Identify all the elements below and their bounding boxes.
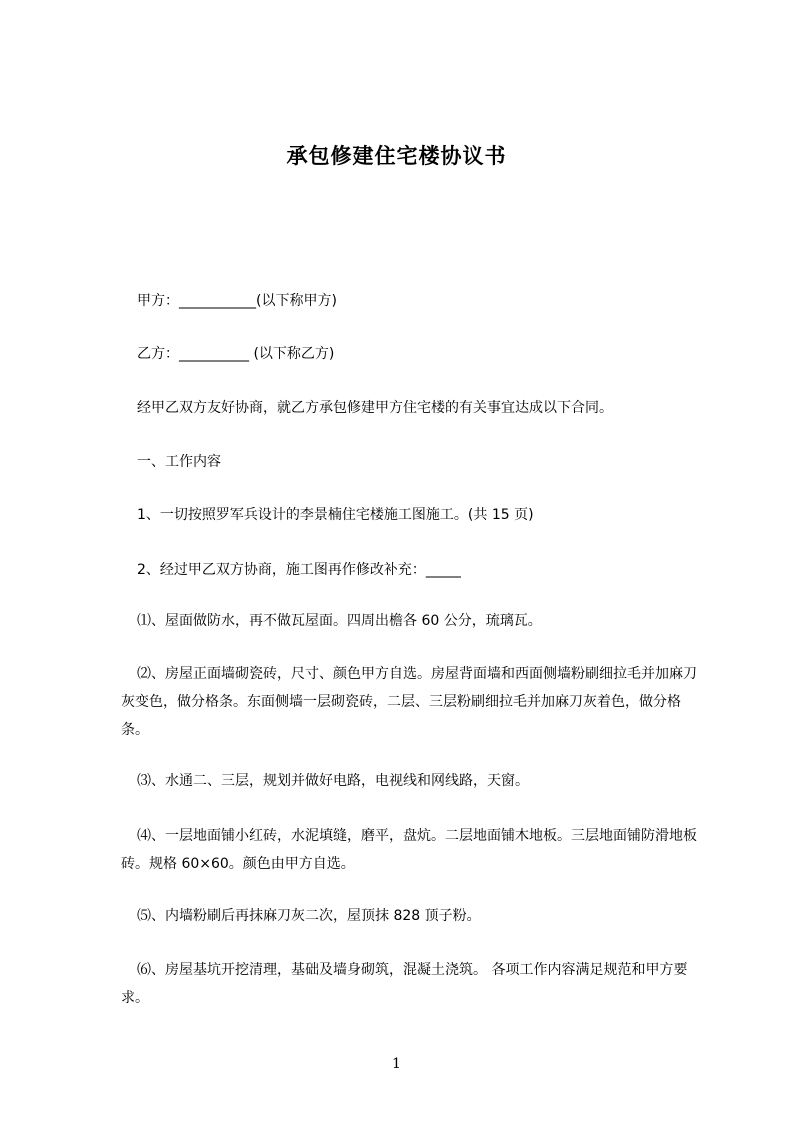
sub-clause-4: ⑷、一层地面铺小红砖，水泥填缝，磨平，盘炕。二层地面铺木地板。三层地面铺防滑地板砖。规格 60×60。颜色由甲方自选。 [121, 828, 697, 872]
intro-paragraph: 经甲乙双方友好协商，就乙方承包修建甲方住宅楼的有关事宜达成以下合同。 [137, 400, 613, 416]
sub-clause-1: ⑴、屋面做防水，再不做瓦屋面。四周出檐各 60 公分，琉璃瓦。 [137, 613, 542, 629]
sub-clause-6: ⑹、房屋基坑开挖清理，基础及墙身砌筑，混凝土浇筑。 各项工作内容满足规范和甲方要求。 [121, 962, 688, 1006]
sub-clause-3: ⑶、水通二、三层，规划并做好电路，电视线和网线路，天窗。 [137, 773, 529, 789]
page-number: 1 [392, 1056, 401, 1072]
sub-clause-5: ⑸、内墙粉刷后再抹麻刀灰二次，屋顶抹 828 顶子粉。 [137, 908, 481, 924]
clause-2: 2、经过甲乙双方协商，施工图再作修改补充：_____ [137, 562, 461, 578]
party-b-line: 乙方：__________ (以下称乙方) [137, 346, 335, 362]
section-heading-work-content: 一、工作内容 [137, 454, 221, 470]
sub-clause-2: ⑵、房屋正面墙砌瓷砖，尺寸、颜色甲方自选。房屋背面墙和西面侧墙粉刷细拉毛并加麻刀灰变色，做分格条。东面侧墙一层砌瓷砖，二层、三层粉刷细拉毛并加麻刀灰着色，做分格条。 [121, 666, 697, 738]
document-title: 承包修建住宅楼协议书 [286, 144, 507, 168]
clause-1: 1、一切按照罗军兵设计的李景楠住宅楼施工图施工。(共 15 页) [137, 507, 534, 523]
party-a-line: 甲方：___________(以下称甲方) [137, 293, 337, 309]
